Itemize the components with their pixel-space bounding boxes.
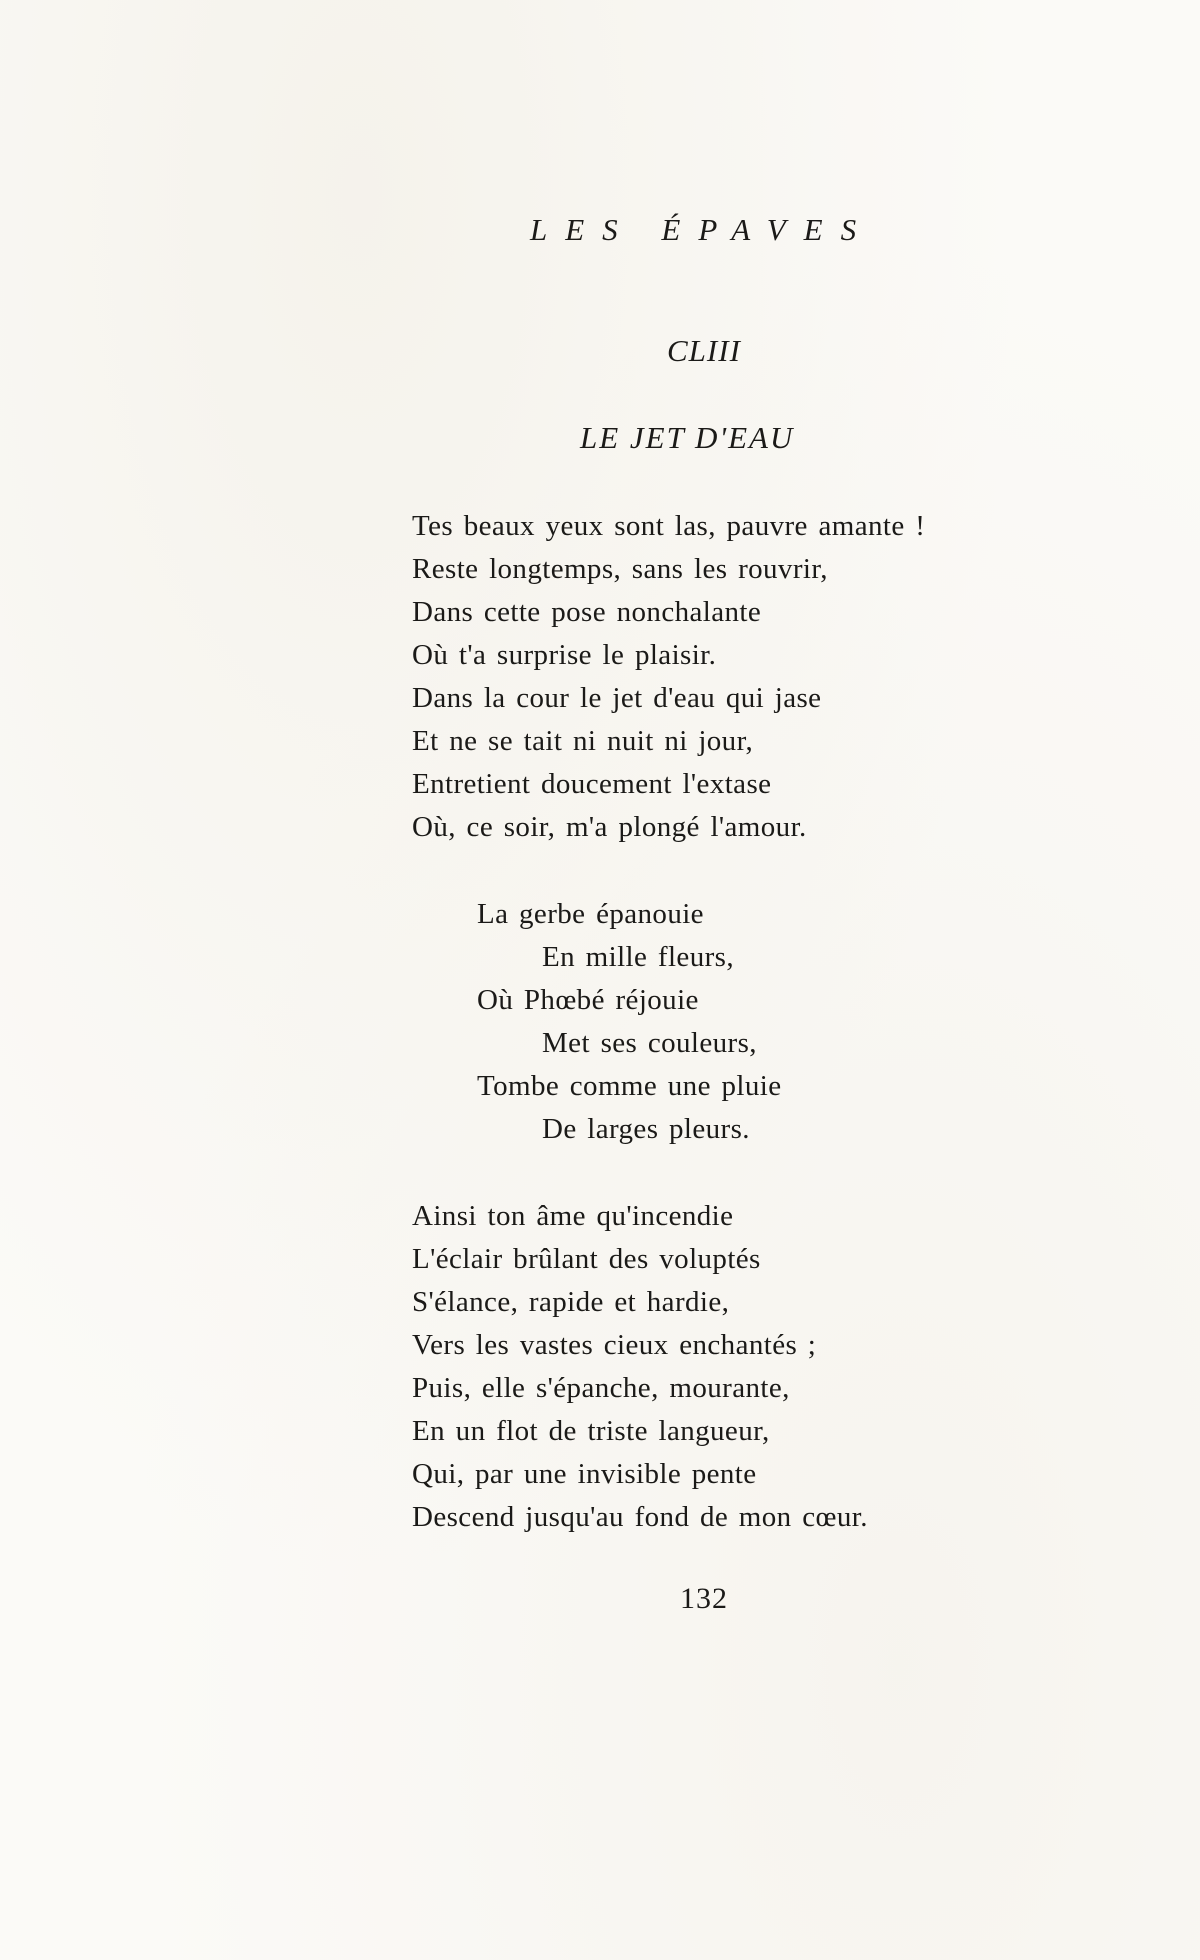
page-number: 132	[680, 1582, 728, 1615]
verse-line: Vers les vastes cieux enchantés ;	[412, 1329, 817, 1361]
verse-line: S'élance, rapide et hardie,	[412, 1286, 730, 1318]
verse-line: Où, ce soir, m'a plongé l'amour.	[412, 811, 807, 843]
stanza-1	[412, 505, 925, 849]
verse-line: Où t'a surprise le plaisir.	[412, 639, 717, 671]
stanza-3	[412, 1195, 868, 1539]
verse-line-indented: En mille fleurs,	[542, 941, 734, 973]
verse-line: L'éclair brûlant des voluptés	[412, 1243, 761, 1275]
verse-line: Descend jusqu'au fond de mon cœur.	[412, 1501, 868, 1533]
verse-line: Dans cette pose nonchalante	[412, 596, 762, 628]
verse-line: Ainsi ton âme qu'incendie	[412, 1200, 734, 1232]
verse-line-indented: Met ses couleurs,	[542, 1027, 757, 1059]
poem-title: LE JET D'EAU	[580, 420, 795, 455]
stanza-2-refrain	[477, 893, 781, 1151]
verse-line: Reste longtemps, sans les rouvrir,	[412, 553, 828, 585]
running-head: LES ÉPAVES	[530, 212, 875, 247]
verse-line: Entretient doucement l'extase	[412, 768, 772, 800]
verse-line: Qui, par une invisible pente	[412, 1458, 757, 1490]
verse-line: Puis, elle s'épanche, mourante,	[412, 1372, 790, 1404]
verse-line: Dans la cour le jet d'eau qui jase	[412, 682, 822, 714]
verse-line: Où Phœbé réjouie	[477, 984, 699, 1016]
verse-line: Et ne se tait ni nuit ni jour,	[412, 725, 754, 757]
verse-line-indented: De larges pleurs.	[542, 1113, 750, 1145]
poem-number: CLIII	[667, 333, 741, 368]
verse-line: En un flot de triste langueur,	[412, 1415, 770, 1447]
verse-line: Tes beaux yeux sont las, pauvre amante !	[412, 510, 926, 542]
verse-line: Tombe comme une pluie	[477, 1070, 782, 1102]
verse-line: La gerbe épanouie	[477, 898, 704, 930]
